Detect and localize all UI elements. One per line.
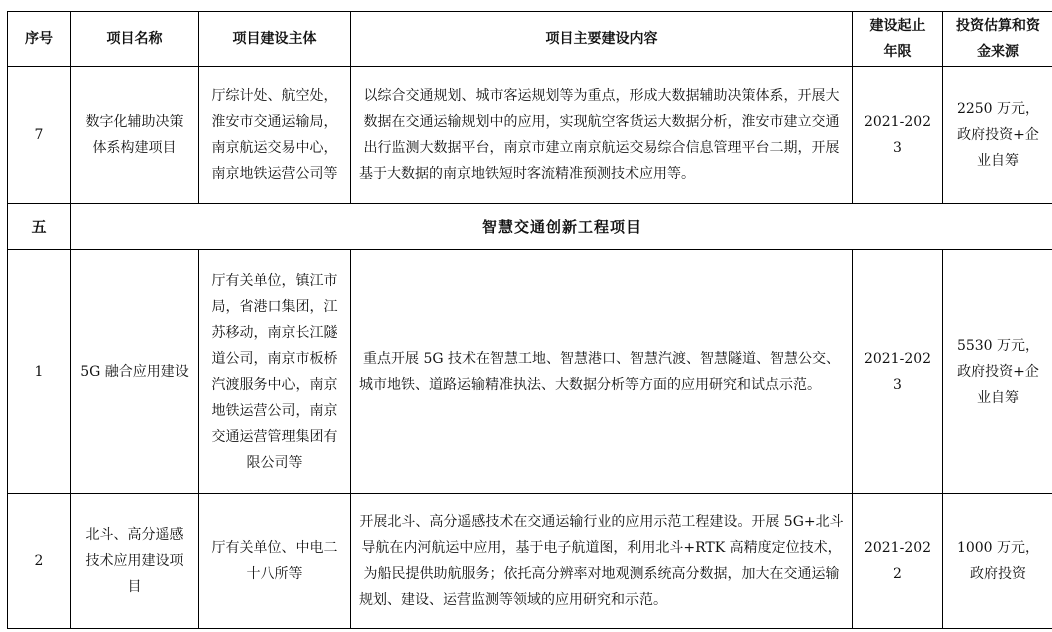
section-title: 智慧交通创新工程项目 [71, 204, 1052, 250]
row-investment: 5530 万元，政府投资+企业自筹 [943, 250, 1052, 494]
header-investment: 投资估算和资金来源 [943, 12, 1052, 67]
row-entity: 厅综计处、航空处，淮安市交通运输局，南京航运交易中心，南京地铁运营公司等 [199, 67, 351, 204]
table-row [8, 250, 1052, 494]
section-number: 五 [8, 204, 71, 250]
table-row [8, 494, 1052, 629]
row-period: 2021-2023 [853, 67, 943, 204]
row-name: 北斗、高分遥感技术应用建设项目 [71, 494, 199, 629]
row-entity: 厅有关单位，镇江市局，省港口集团，江苏移动，南京长江隧道公司，南京市板桥汽渡服务中心，南京地铁运营公司，南京交通运营管理集团有限公司等 [199, 250, 351, 494]
row-content: 以综合交通规划、城市客运规划等为重点，形成大数据辅助决策体系，开展大数据在交通运输规划中的应用，实现航空客货运大数据分析，淮安市建立交通出行监测大数据平台，南京市建立南京航运交易综合信息管理平台二期，开展基于大数据的南京地铁短时客流精准预测技术应用等。 [351, 67, 853, 204]
row-seq: 2 [8, 494, 71, 629]
row-entity: 厅有关单位、中电二十八所等 [199, 494, 351, 629]
row-period: 2021-2023 [853, 250, 943, 494]
header-row [8, 12, 1052, 67]
row-content: 开展北斗、高分遥感技术在交通运输行业的应用示范工程建设。开展 5G+北斗导航在内河航运中应用，基于电子航道图，利用北斗+RTK 高精度定位技术，为船民提供助航服务；依托高分辨率对地观测系统高分数据，加大在交通运输规划、建设、运营监测等领域的应用研究和示范。 [351, 494, 853, 629]
header-entity: 项目建设主体 [199, 12, 351, 67]
project-table [7, 11, 1052, 629]
header-period: 建设起止年限 [853, 12, 943, 67]
row-seq: 1 [8, 250, 71, 494]
row-name: 数字化辅助决策体系构建项目 [71, 67, 199, 204]
row-content: 重点开展 5G 技术在智慧工地、智慧港口、智慧汽渡、智慧隧道、智慧公交、城市地铁、道路运输精准执法、大数据分析等方面的应用研究和试点示范。 [351, 250, 853, 494]
row-seq: 7 [8, 67, 71, 204]
header-content: 项目主要建设内容 [351, 12, 853, 67]
header-seq: 序号 [8, 12, 71, 67]
header-name: 项目名称 [71, 12, 199, 67]
row-investment: 2250 万元，政府投资+企业自筹 [943, 67, 1052, 204]
row-name: 5G 融合应用建设 [71, 250, 199, 494]
section-row [8, 204, 1052, 250]
row-period: 2021-2022 [853, 494, 943, 629]
table-row [8, 67, 1052, 204]
row-investment: 1000 万元，政府投资 [943, 494, 1052, 629]
